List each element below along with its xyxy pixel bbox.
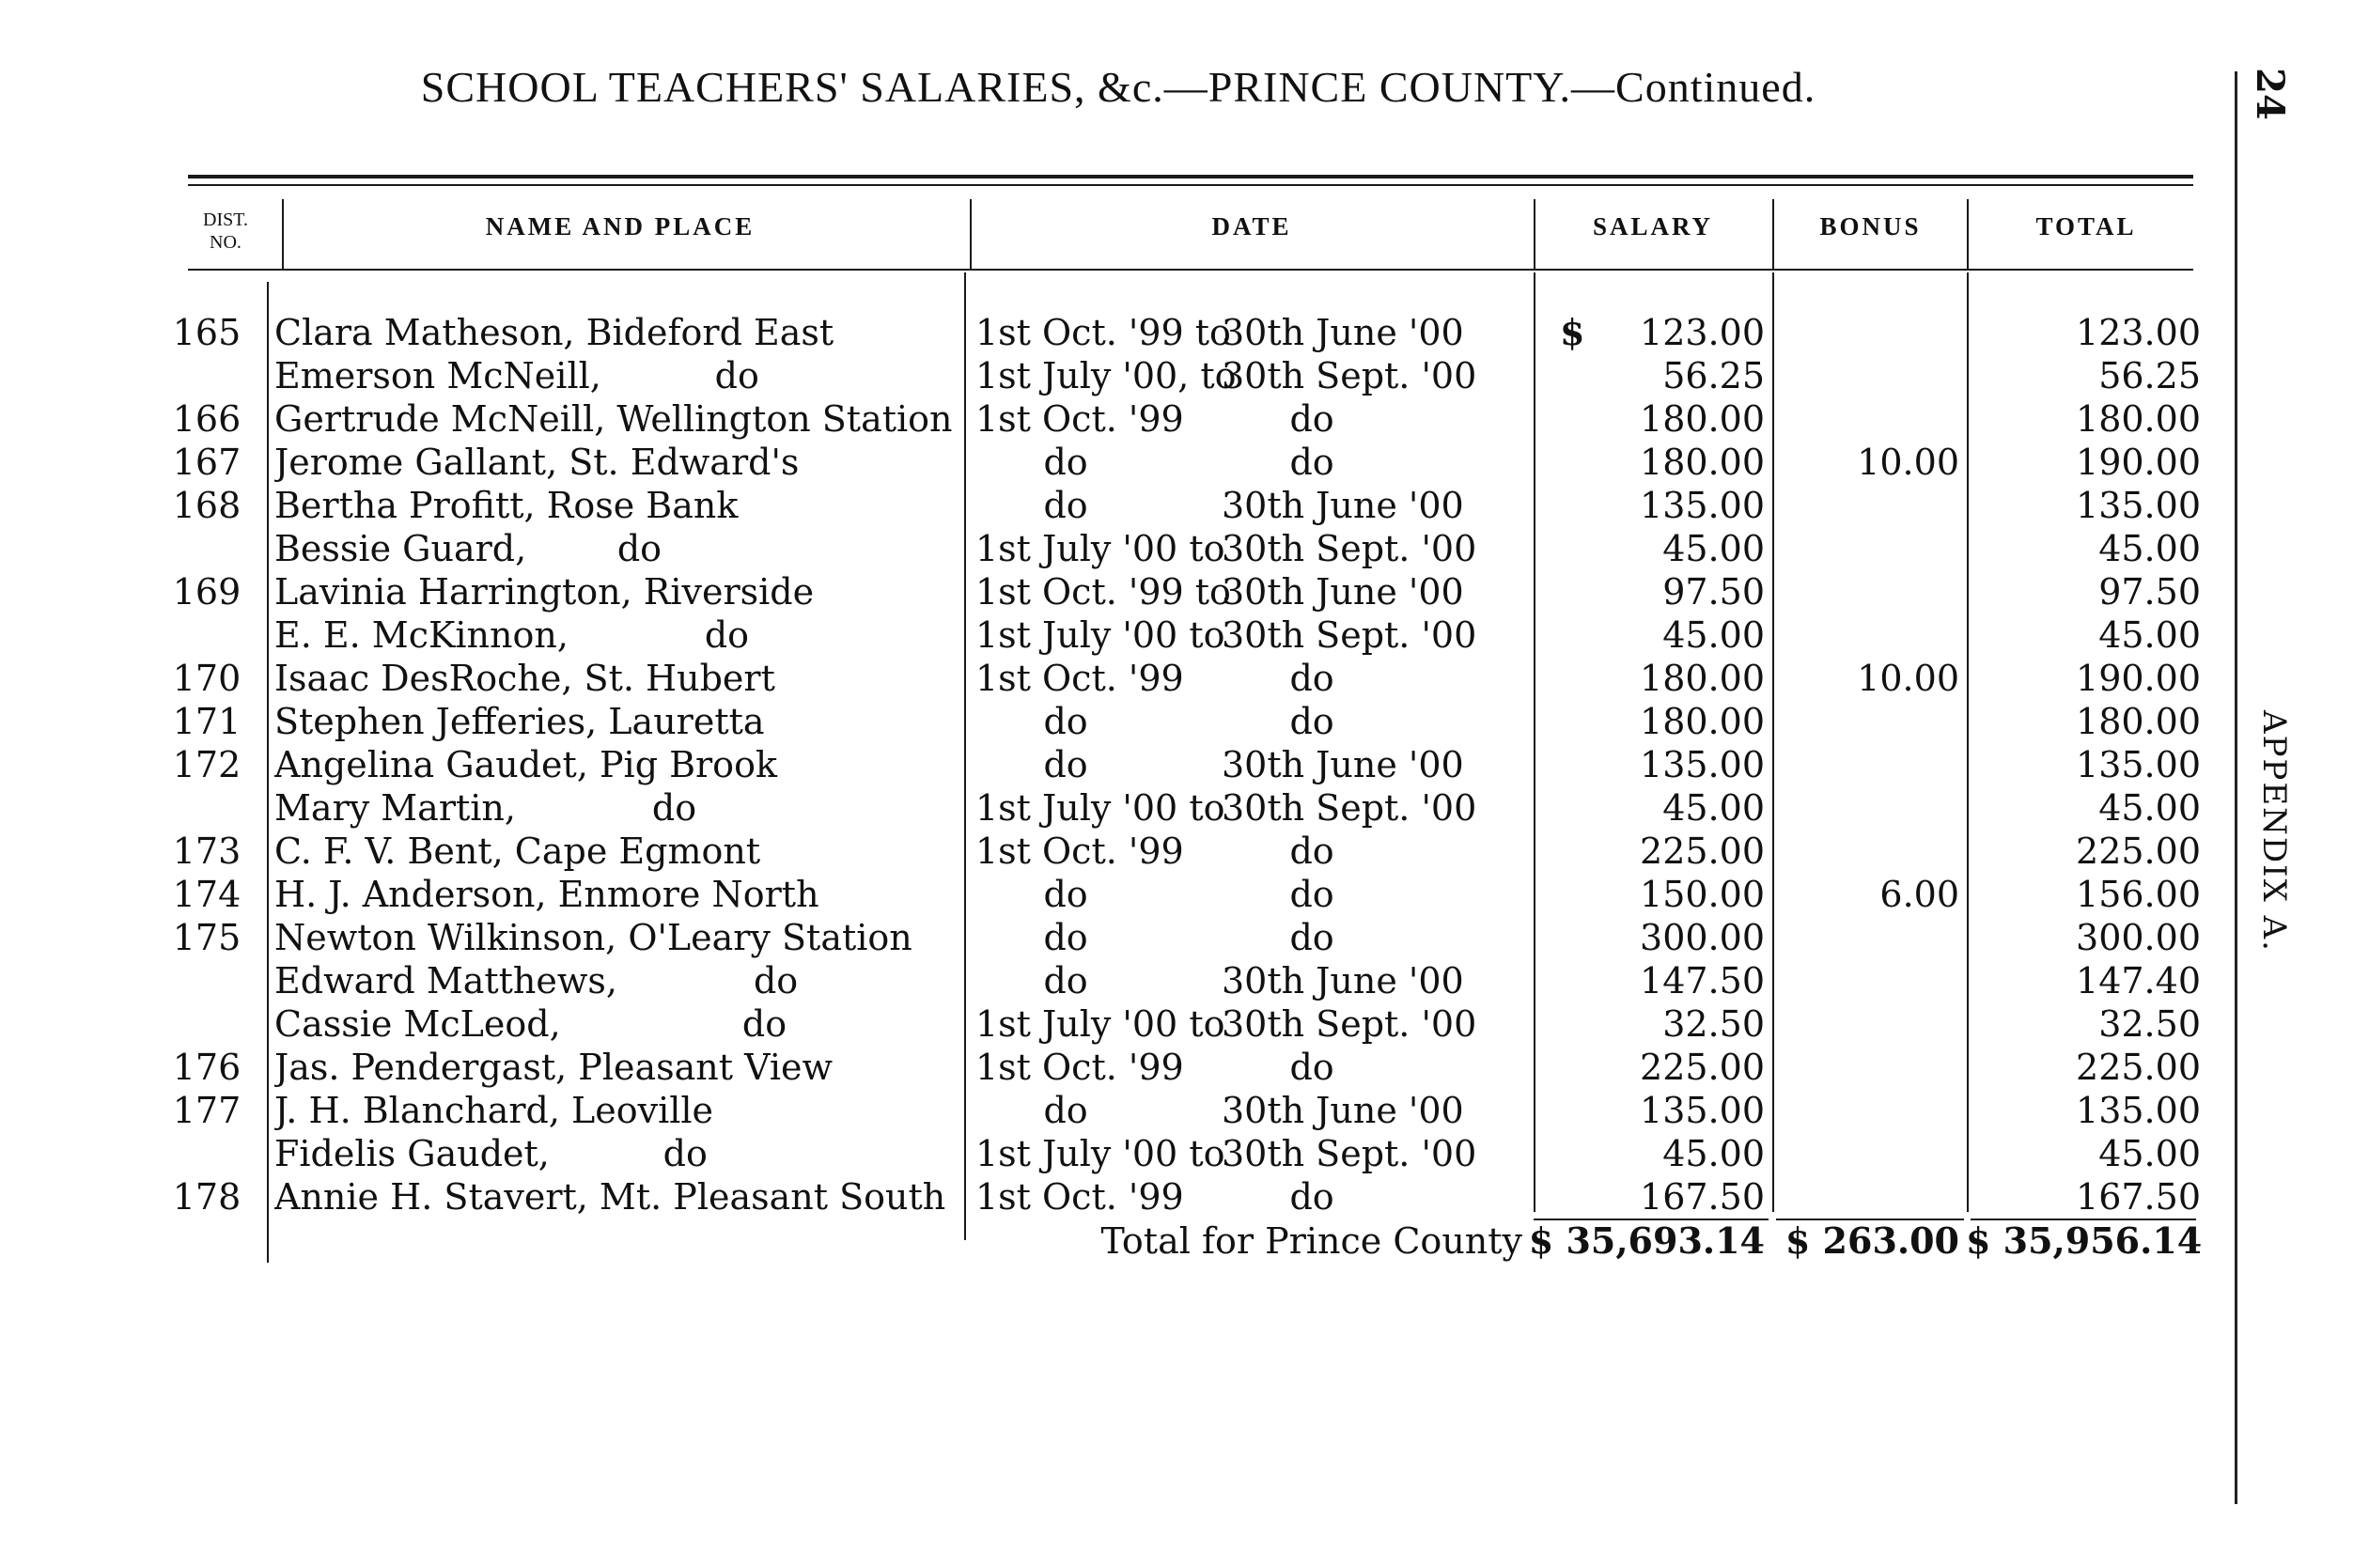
date-from: 1st Oct. '99 [975, 1047, 1184, 1088]
table-row [0, 1046, 2237, 1089]
table-row [0, 830, 2237, 873]
date-to: do [1222, 917, 1334, 958]
date-to: do [1222, 701, 1334, 742]
salary: 45.00 [1662, 614, 1765, 656]
date-from: 1st July '00 to [975, 614, 1225, 656]
name-place: Mary Martin, do [274, 787, 697, 829]
date-to: 30th Sept. '00 [1222, 355, 1477, 396]
date-to: do [1222, 398, 1334, 440]
name-place: Bertha Profitt, Rose Bank [274, 485, 739, 526]
total: 180.00 [2076, 398, 2201, 440]
total: 45.00 [2098, 787, 2201, 829]
name-place: Gertrude McNeill, Wellington Station [274, 398, 953, 440]
name-place: Newton Wilkinson, O'Leary Station [274, 917, 912, 958]
table-row [0, 311, 2237, 354]
salary: 45.00 [1662, 1133, 1765, 1174]
dist-number: 169 [172, 571, 242, 613]
table-row [0, 354, 2237, 397]
col-head-dist-line1: DIST. [203, 210, 248, 230]
total: 97.50 [2098, 571, 2201, 613]
total: 156.00 [2076, 874, 2201, 915]
dist-number: 178 [172, 1176, 242, 1218]
table-row [0, 1132, 2237, 1175]
table-row [0, 1002, 2237, 1046]
dist-number: 177 [172, 1090, 242, 1131]
page-title: SCHOOL TEACHERS' SALARIES, &c.—PRINCE COUNTY.—Continued. [420, 63, 1816, 111]
col-head-name: NAME AND PLACE [485, 212, 756, 241]
date-to: 30th Sept. '00 [1222, 528, 1477, 569]
dist-number: 173 [172, 831, 242, 872]
total: 180.00 [2076, 701, 2201, 742]
name-place: J. H. Blanchard, Leoville [274, 1090, 714, 1131]
total: 167.50 [2076, 1176, 2201, 1218]
date-to: do [1222, 1047, 1334, 1088]
salary: 300.00 [1640, 917, 1765, 958]
date-from: 1st Oct. '99 [975, 658, 1184, 699]
vline-head-name [970, 199, 972, 269]
table-row [0, 786, 2237, 830]
totals-total: $ 35,956.14 [1966, 1219, 2203, 1262]
page-number: 24 [2248, 68, 2292, 120]
col-head-bonus: BONUS [1819, 212, 1922, 241]
date-from: do [975, 744, 1088, 785]
date-from: 1st July '00, to [975, 355, 1237, 396]
dist-number: 167 [172, 442, 242, 483]
date-to: 30th June '00 [1222, 312, 1464, 353]
salary: 180.00 [1640, 398, 1765, 440]
name-place: Lavinia Harrington, Riverside [274, 571, 815, 613]
salary: 225.00 [1640, 831, 1765, 872]
salary: 150.00 [1640, 874, 1765, 915]
name-place: Angelina Gaudet, Pig Brook [274, 744, 777, 785]
col-head-total: TOTAL [2035, 212, 2137, 241]
total: 32.50 [2098, 1003, 2201, 1045]
date-to: 30th Sept. '00 [1222, 614, 1477, 656]
date-from: do [975, 485, 1088, 526]
date-from: do [975, 1090, 1088, 1131]
dist-number: 168 [172, 485, 242, 526]
total: 135.00 [2076, 485, 2201, 526]
bonus: 10.00 [1857, 658, 1959, 699]
col-head-salary: SALARY [1592, 212, 1714, 241]
totals-salary: $ 35,693.14 [1528, 1219, 1765, 1262]
date-to: do [1222, 874, 1334, 915]
table-row [0, 397, 2237, 441]
date-from: do [975, 701, 1088, 742]
date-from: 1st July '00 to [975, 1133, 1225, 1174]
appendix-label: APPENDIX A. [2255, 710, 2293, 953]
dist-number: 174 [172, 874, 242, 915]
vline-head-dist [282, 199, 284, 269]
date-to: 30th June '00 [1222, 571, 1464, 613]
totals-row [0, 1218, 2237, 1265]
salary: 123.00 [1640, 312, 1765, 353]
salary: 180.00 [1640, 442, 1765, 483]
name-place: Stephen Jefferies, Lauretta [274, 701, 765, 742]
name-place: C. F. V. Bent, Cape Egmont [274, 831, 761, 872]
col-head-dist [179, 209, 273, 254]
date-from: do [975, 960, 1088, 1001]
vline-head-bonus [1967, 199, 1969, 269]
dist-number: 171 [172, 701, 242, 742]
header-rule [188, 269, 2193, 271]
date-from: 1st Oct. '99 [975, 1176, 1184, 1218]
date-from: 1st Oct. '99 to [975, 312, 1231, 353]
total: 45.00 [2098, 614, 2201, 656]
table-row [0, 1089, 2237, 1132]
dist-number: 175 [172, 917, 242, 958]
salary: 135.00 [1640, 1090, 1765, 1131]
dist-number: 165 [172, 312, 242, 353]
date-from: do [975, 917, 1088, 958]
table-row [0, 743, 2237, 786]
total: 135.00 [2076, 744, 2201, 785]
table-row [0, 613, 2237, 657]
salary: 180.00 [1640, 701, 1765, 742]
total: 45.00 [2098, 1133, 2201, 1174]
date-to: 30th Sept. '00 [1222, 787, 1477, 829]
total: 190.00 [2076, 442, 2201, 483]
name-place: Isaac DesRoche, St. Hubert [274, 658, 775, 699]
name-place: Fidelis Gaudet, do [274, 1133, 708, 1174]
date-from: 1st July '00 to [975, 1003, 1225, 1045]
table-row [0, 441, 2237, 484]
name-place: Edward Matthews, do [274, 960, 799, 1001]
date-to: 30th June '00 [1222, 744, 1464, 785]
date-to: 30th June '00 [1222, 1090, 1464, 1131]
salary: 56.25 [1662, 355, 1765, 396]
totals-bonus: $ 263.00 [1785, 1219, 1959, 1262]
salary: 45.00 [1662, 787, 1765, 829]
top-rule-thin [188, 184, 2193, 186]
salary: 97.50 [1662, 571, 1765, 613]
table-row [0, 916, 2237, 959]
date-to: 30th June '00 [1222, 485, 1464, 526]
name-place: H. J. Anderson, Enmore North [274, 874, 819, 915]
date-to: 30th June '00 [1222, 960, 1464, 1001]
total: 123.00 [2076, 312, 2201, 353]
name-place: E. E. McKinnon, do [274, 614, 750, 656]
salary: 135.00 [1640, 744, 1765, 785]
salary: 167.50 [1640, 1176, 1765, 1218]
dist-number: 172 [172, 744, 242, 785]
name-place: Emerson McNeill, do [274, 355, 759, 396]
name-place: Jas. Pendergast, Pleasant View [274, 1047, 834, 1088]
name-place: Clara Matheson, Bideford East [274, 312, 834, 353]
dollar-sign: $ [1560, 311, 1585, 353]
total: 190.00 [2076, 658, 2201, 699]
total: 300.00 [2076, 917, 2201, 958]
date-from: do [975, 874, 1088, 915]
total: 56.25 [2098, 355, 2201, 396]
col-head-date: DATE [1211, 212, 1292, 241]
col-head-dist-line2: NO. [210, 232, 242, 253]
top-rule-thick [188, 175, 2193, 179]
date-from: 1st July '00 to [975, 787, 1225, 829]
name-place: Cassie McLeod, do [274, 1003, 787, 1045]
salary: 45.00 [1662, 528, 1765, 569]
table-row [0, 570, 2237, 613]
date-to: do [1222, 442, 1334, 483]
table-row [0, 657, 2237, 700]
total: 135.00 [2076, 1090, 2201, 1131]
table-row [0, 873, 2237, 916]
date-from: 1st Oct. '99 [975, 831, 1184, 872]
salary: 32.50 [1662, 1003, 1765, 1045]
date-to: 30th Sept. '00 [1222, 1003, 1477, 1045]
total: 225.00 [2076, 1047, 2201, 1088]
bonus: 6.00 [1879, 874, 1959, 915]
vline-head-date [1534, 199, 1535, 269]
date-to: 30th Sept. '00 [1222, 1133, 1477, 1174]
salary: 147.50 [1640, 960, 1765, 1001]
bonus: 10.00 [1857, 442, 1959, 483]
totals-label: Total for Prince County [1100, 1220, 1522, 1262]
dist-number: 170 [172, 658, 242, 699]
salary: 225.00 [1640, 1047, 1765, 1088]
date-to: do [1222, 831, 1334, 872]
total: 225.00 [2076, 831, 2201, 872]
dist-number: 166 [172, 398, 242, 440]
date-from: 1st Oct. '99 to [975, 571, 1231, 613]
date-to: do [1222, 1176, 1334, 1218]
table-row [0, 959, 2237, 1002]
table-row [0, 700, 2237, 743]
salary: 180.00 [1640, 658, 1765, 699]
total: 45.00 [2098, 528, 2201, 569]
salary: 135.00 [1640, 485, 1765, 526]
total: 147.40 [2076, 960, 2201, 1001]
table-row [0, 527, 2237, 570]
date-from: 1st July '00 to [975, 528, 1225, 569]
dist-number: 176 [172, 1047, 242, 1088]
name-place: Bessie Guard, do [274, 528, 662, 569]
date-from: do [975, 442, 1088, 483]
name-place: Annie H. Stavert, Mt. Pleasant South [274, 1176, 946, 1218]
table-row [0, 484, 2237, 527]
vline-head-salary [1772, 199, 1774, 269]
date-to: do [1222, 658, 1334, 699]
date-from: 1st Oct. '99 [975, 398, 1184, 440]
name-place: Jerome Gallant, St. Edward's [274, 442, 800, 483]
table-row [0, 1175, 2237, 1219]
